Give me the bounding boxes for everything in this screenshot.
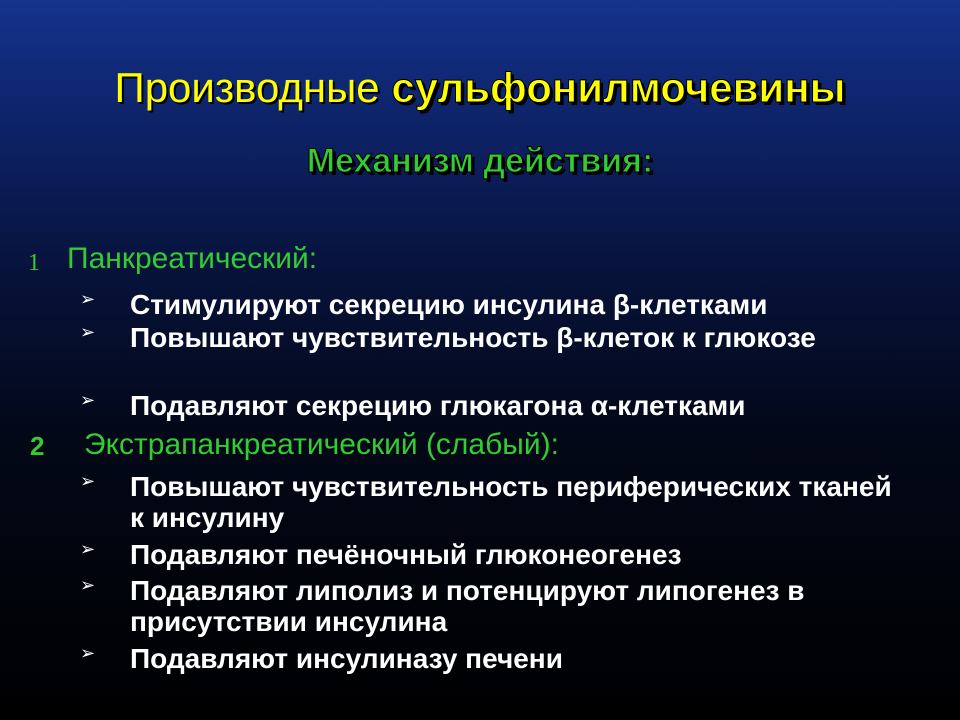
arrow-bullet-icon: ➢ — [80, 471, 96, 492]
slide-title — [0, 64, 960, 112]
slide-subtitle: Механизм действия: — [306, 142, 654, 180]
section-number: 1 — [28, 250, 40, 276]
title-part-1: Производные — [114, 64, 380, 111]
arrow-bullet-icon: ➢ — [80, 289, 96, 310]
list-item-text: Подавляют печёночный глюконеогенез — [130, 539, 682, 570]
section-number: 2 — [30, 431, 45, 461]
section-label: Панкреатический: — [67, 242, 318, 275]
arrow-bullet-icon: ➢ — [80, 643, 96, 664]
title-part-2: сульфонилмочевины — [391, 64, 846, 111]
list-item-text: Повышают чувствительность периферических тканей к инсулину — [130, 471, 892, 533]
arrow-bullet-icon: ➢ — [80, 322, 96, 343]
list-item-text: Повышают чувствительность β-клеток к глюкозе — [130, 322, 816, 353]
arrow-bullet-icon: ➢ — [80, 539, 96, 560]
arrow-bullet-icon: ➢ — [80, 390, 96, 411]
list-item-text: Подавляют инсулиназу печени — [130, 643, 563, 674]
arrow-bullet-icon: ➢ — [80, 575, 96, 596]
list-item-text: Стимулируют секрецию инсулина β-клетками — [130, 289, 768, 320]
list-item-text: Подавляют секрецию глюкагона α-клетками — [130, 390, 746, 421]
list-item-text: Подавляют липолиз и потенцируют липогенез в присутствии инсулина — [130, 575, 805, 637]
section-label: Экстрапанкреатический (слабый): — [84, 428, 559, 461]
